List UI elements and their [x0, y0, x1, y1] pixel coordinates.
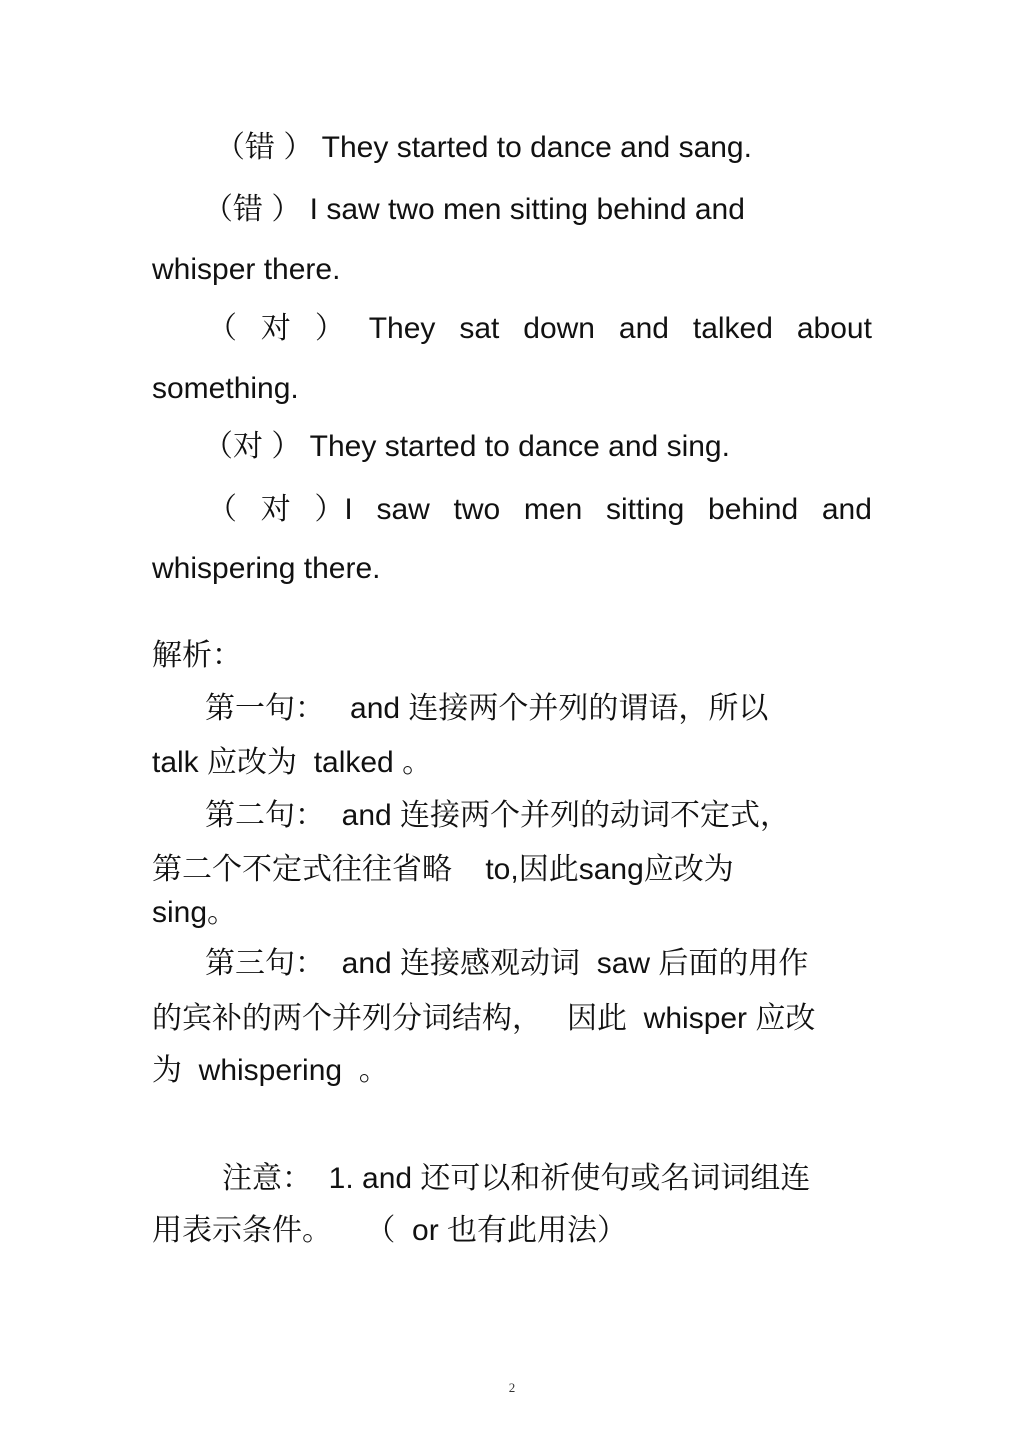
analysis-sentence-3-line-1: 第三句： and 连接感观动词 saw 后面的用作: [205, 947, 809, 980]
analysis-sentence-1-line-1: 第一句： and 连接两个并列的谓语，所以: [205, 692, 769, 725]
example-line-4-word: talked: [692, 312, 773, 345]
example-line-4: [152, 309, 872, 349]
analysis-sentence-2-line-1: 第二句： and 连接两个并列的动词不定式，: [205, 799, 791, 832]
example-line-4-word: 对: [260, 312, 291, 345]
example-line-4-word: and: [618, 312, 669, 345]
example-line-7-word: 对: [260, 493, 291, 526]
example-line-1: （错 ） They started to dance and sang.: [215, 131, 752, 164]
example-line-7-word: and: [821, 493, 872, 526]
page-number: 2: [508, 1380, 516, 1395]
example-line-7-word: saw: [376, 493, 430, 526]
example-line-4-word: sat: [459, 312, 500, 345]
note-line-1: 注意： 1. and 还可以和祈使句或名词词组连: [222, 1162, 811, 1195]
example-line-7-word: two: [453, 493, 501, 526]
example-line-7: [152, 490, 872, 530]
example-line-7-word: behind: [708, 493, 799, 526]
example-line-2: （错 ） I saw two men sitting behind and: [203, 193, 745, 226]
analysis-heading: 解析：: [152, 638, 242, 673]
example-line-4-word: ）: [314, 312, 345, 345]
analysis-sentence-2-line-3: sing。: [152, 896, 238, 929]
example-line-7-word: men: [523, 493, 583, 526]
example-line-4-word: about: [796, 312, 872, 345]
analysis-sentence-1-line-2: talk 应改为 talked 。: [152, 746, 433, 779]
analysis-sentence-3-line-3: 为 whispering 。: [152, 1054, 389, 1087]
example-line-4-word: （: [207, 312, 237, 345]
example-line-3: whisper there.: [152, 253, 341, 286]
example-line-4-word: down: [523, 312, 595, 345]
example-line-8: whispering there.: [152, 552, 381, 585]
note-line-2: 用表示条件。 （ or 也有此用法）: [152, 1214, 628, 1247]
example-line-7-word: （: [207, 493, 237, 526]
example-line-5: something.: [152, 372, 299, 405]
example-line-4-word: They: [368, 312, 436, 345]
example-line-6: （对 ） They started to dance and sing.: [203, 430, 730, 463]
analysis-sentence-2-line-2: 第二个不定式往往省略 to,因此sang应改为: [152, 853, 734, 886]
example-line-7-word: ）I: [314, 493, 353, 526]
example-line-7-word: sitting: [605, 493, 685, 526]
analysis-sentence-3-line-2: 的宾补的两个并列分词结构， 因此 whisper 应改: [152, 1002, 816, 1035]
